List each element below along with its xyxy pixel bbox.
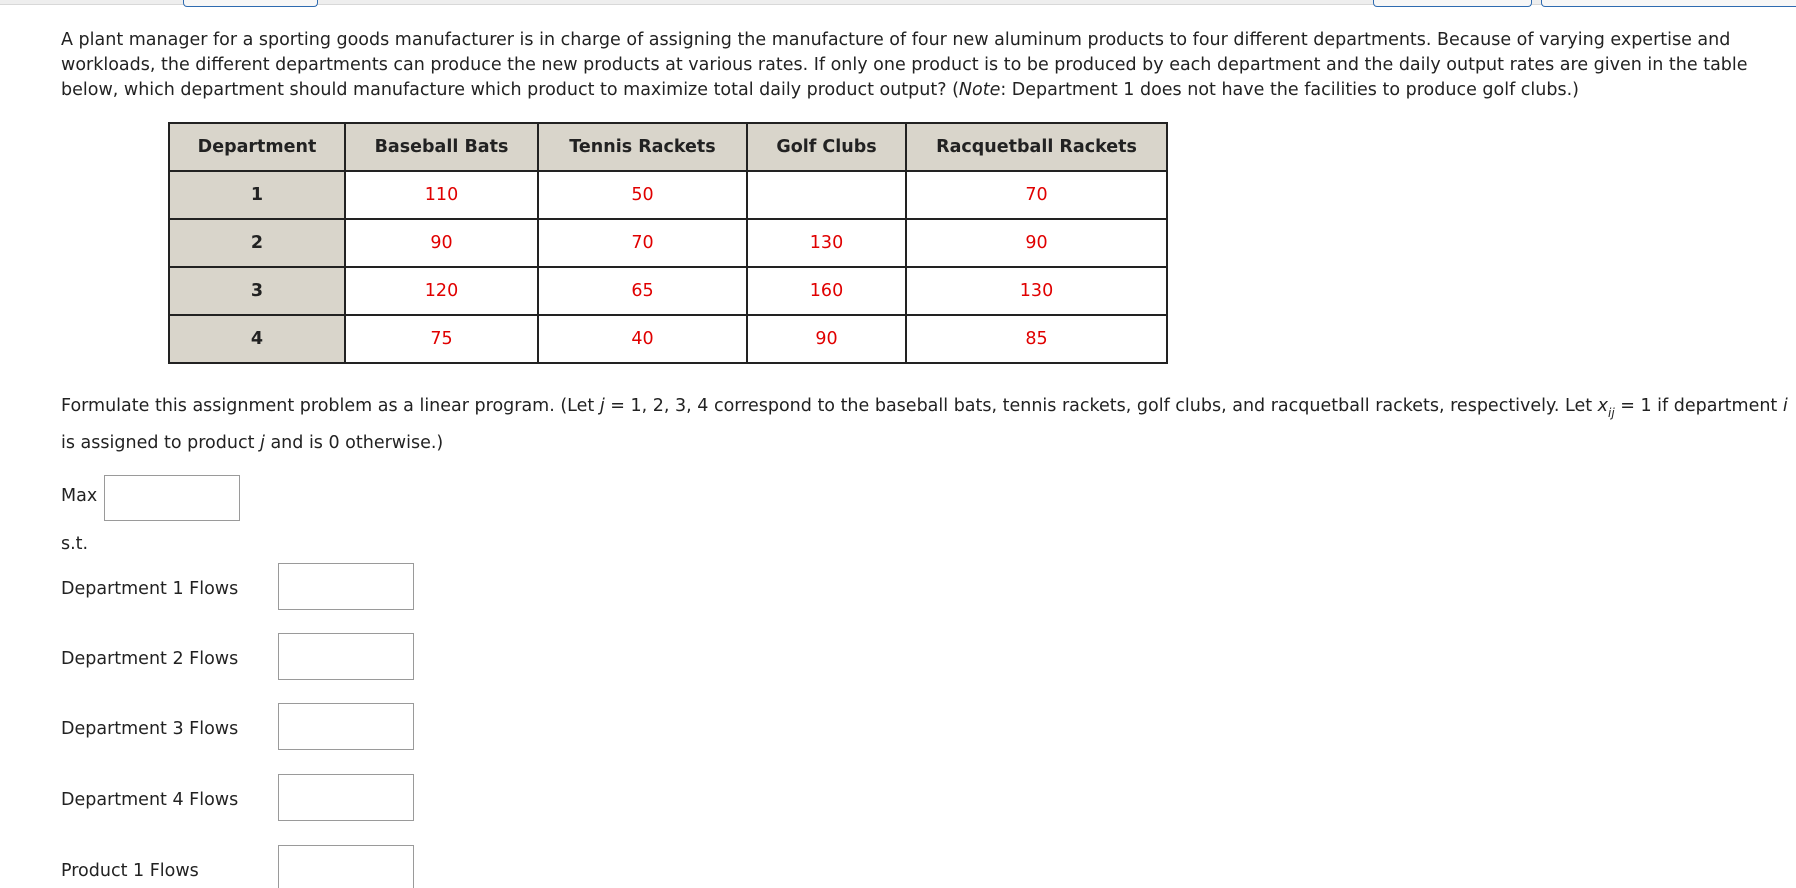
header-racquetball-rackets: Racquetball Rackets (906, 123, 1167, 171)
header-tennis-rackets: Tennis Rackets (538, 123, 747, 171)
problem-statement (61, 28, 1791, 103)
department-cell: 3 (169, 267, 345, 315)
constraint-label: Product 1 Flows (61, 861, 199, 881)
rate-cell: 50 (538, 171, 747, 219)
var-x: x (1597, 396, 1609, 416)
var-i: i (1782, 396, 1788, 416)
constraint-input-product1[interactable] (278, 845, 414, 888)
header-department: Department (169, 123, 345, 171)
top-tab-1[interactable] (183, 0, 318, 7)
constraint-input-dept1[interactable] (278, 563, 414, 610)
table-row (169, 267, 1167, 315)
rate-cell: 160 (747, 267, 906, 315)
table-row (169, 171, 1167, 219)
table-header-row (169, 123, 1167, 171)
constraint-label: Department 2 Flows (61, 649, 239, 669)
table-row (169, 219, 1167, 267)
formulate-text-c: = 1 if department (1614, 396, 1783, 416)
constraint-label: Department 4 Flows (61, 790, 239, 810)
question-content (61, 28, 1791, 881)
rate-cell (747, 171, 906, 219)
department-cell: 4 (169, 315, 345, 363)
rate-cell: 70 (906, 171, 1167, 219)
rate-cell: 70 (538, 219, 747, 267)
var-j: j (599, 396, 605, 416)
top-tab-3[interactable] (1541, 0, 1796, 7)
rate-cell: 65 (538, 267, 747, 315)
constraint-input-dept2[interactable] (278, 633, 414, 680)
rate-cell: 130 (906, 267, 1167, 315)
rate-cell: 90 (747, 315, 906, 363)
constraint-input-dept4[interactable] (278, 774, 414, 821)
output-rates-table (168, 122, 1168, 364)
rate-cell: 90 (906, 219, 1167, 267)
var-subscript-ij: ij (1608, 406, 1615, 420)
formulation-instructions (61, 391, 1791, 458)
formulate-text-d: is assigned to product (61, 433, 261, 453)
var-j2: j (260, 433, 265, 453)
note-word: Note (958, 80, 1001, 100)
rate-cell: 130 (747, 219, 906, 267)
top-tab-2[interactable] (1373, 0, 1532, 7)
department-cell: 2 (169, 219, 345, 267)
rate-cell: 110 (345, 171, 538, 219)
constraint-input-dept3[interactable] (278, 703, 414, 750)
formulate-text-e: and is 0 otherwise.) (264, 433, 444, 453)
department-cell: 1 (169, 171, 345, 219)
rate-cell: 85 (906, 315, 1167, 363)
st-label: s.t. (61, 534, 89, 554)
constraint-label: Department 1 Flows (61, 579, 239, 599)
rate-cell: 40 (538, 315, 747, 363)
formulate-text-b: = 1, 2, 3, 4 correspond to the baseball bats, tennis rackets, golf clubs, and racquetball rackets, respectively. Let (604, 396, 1598, 416)
header-golf-clubs: Golf Clubs (747, 123, 906, 171)
rate-cell: 120 (345, 267, 538, 315)
formulate-text-a: Formulate this assignment problem as a linear program. (Let (61, 396, 600, 416)
constraint-label: Department 3 Flows (61, 719, 239, 739)
rate-cell: 90 (345, 219, 538, 267)
objective-label: Max (61, 486, 98, 506)
table-row (169, 315, 1167, 363)
header-baseball-bats: Baseball Bats (345, 123, 538, 171)
problem-text-part2: : Department 1 does not have the facilities to produce golf clubs.) (1000, 80, 1579, 100)
rate-cell: 75 (345, 315, 538, 363)
objective-input[interactable] (104, 475, 240, 521)
problem-text-part1: A plant manager for a sporting goods manufacturer is in charge of assigning the manufacture of four new aluminum products to four different departments. Because of varying expertise and workloads, the different departments can produce the new products at various rates. If only one product is to be produced by each department and the daily output rates are given in the table below, which department should manufacture which product to maximize total daily product output? ( (61, 30, 1748, 100)
